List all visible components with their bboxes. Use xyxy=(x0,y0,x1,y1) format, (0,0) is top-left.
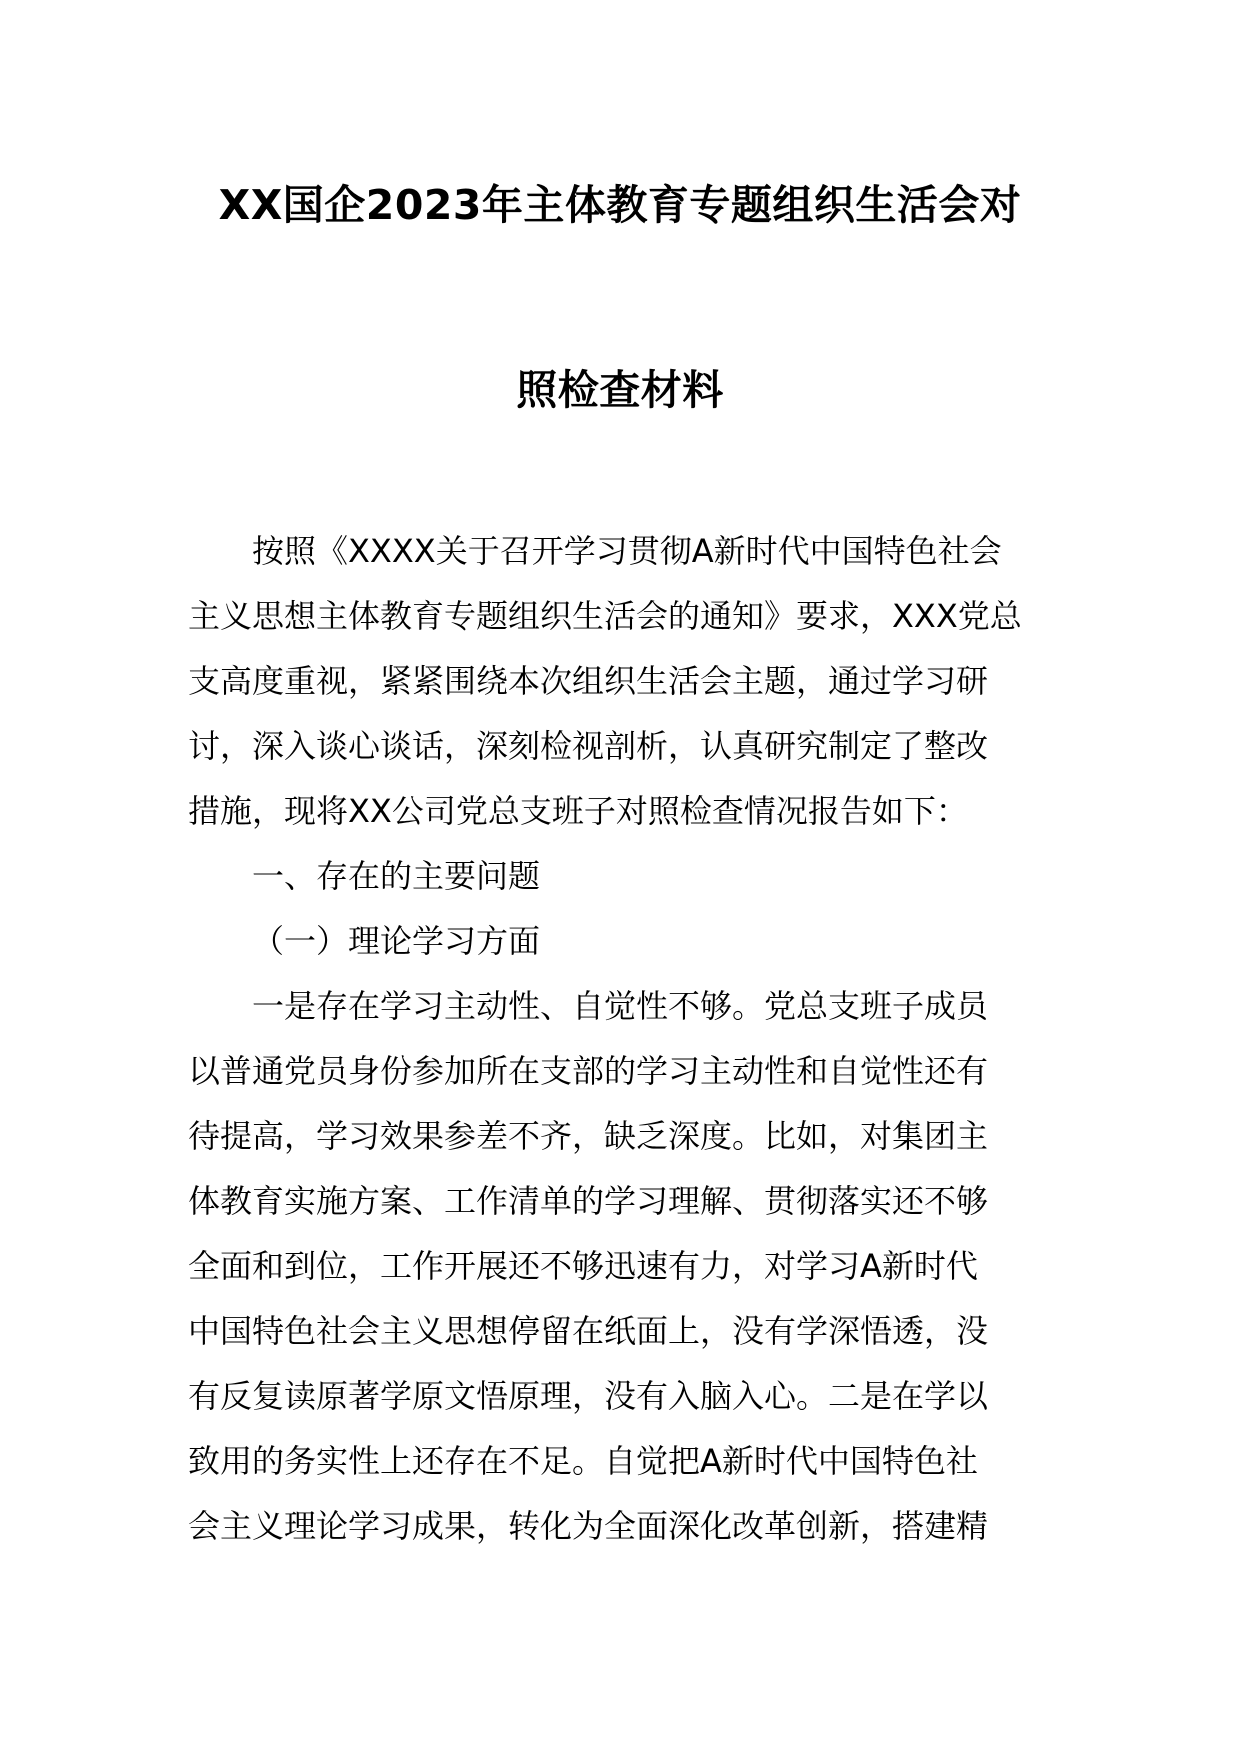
paragraph-line: 体教育实施方案、工作清单的学习理解、贯彻落实还不够 xyxy=(188,1182,989,1220)
document-title-line-2: 照检查材料 xyxy=(516,366,724,414)
paragraph-line: 一是存在学习主动性、自觉性不够。党总支班子成员 xyxy=(252,987,989,1025)
document-title-line-1: XX国企2023年主体教育专题组织生活会对 xyxy=(218,181,1022,229)
paragraph-line: 主义思想主体教育专题组织生活会的通知》要求，XXX党总 xyxy=(188,597,1022,635)
paragraph-line: 有反复读原著学原文悟原理，没有入脑入心。二是在学以 xyxy=(188,1377,989,1415)
paragraph-line: 讨，深入谈心谈话，深刻检视剖析，认真研究制定了整改 xyxy=(188,727,989,765)
paragraph-line: 致用的务实性上还存在不足。自觉把A新时代中国特色社 xyxy=(188,1442,978,1480)
paragraph-line: 中国特色社会主义思想停留在纸面上，没有学深悟透，没 xyxy=(188,1312,989,1350)
paragraph-line: 全面和到位，工作开展还不够迅速有力，对学习A新时代 xyxy=(188,1247,978,1285)
paragraph-line: 按照《XXXX关于召开学习贯彻A新时代中国特色社会 xyxy=(252,532,1002,570)
paragraph-line: 会主义理论学习成果，转化为全面深化改革创新，搭建精 xyxy=(188,1507,989,1545)
section-heading: 一、存在的主要问题 xyxy=(252,857,541,895)
paragraph-line: 待提高，学习效果参差不齐，缺乏深度。比如，对集团主 xyxy=(188,1117,989,1155)
paragraph-line: 以普通党员身份参加所在支部的学习主动性和自觉性还有 xyxy=(188,1052,989,1090)
paragraph-line: 措施，现将XX公司党总支班子对照检查情况报告如下： xyxy=(188,792,968,830)
paragraph-line: 支高度重视，紧紧围绕本次组织生活会主题，通过学习研 xyxy=(188,662,989,700)
subsection-heading: （一）理论学习方面 xyxy=(252,922,541,960)
